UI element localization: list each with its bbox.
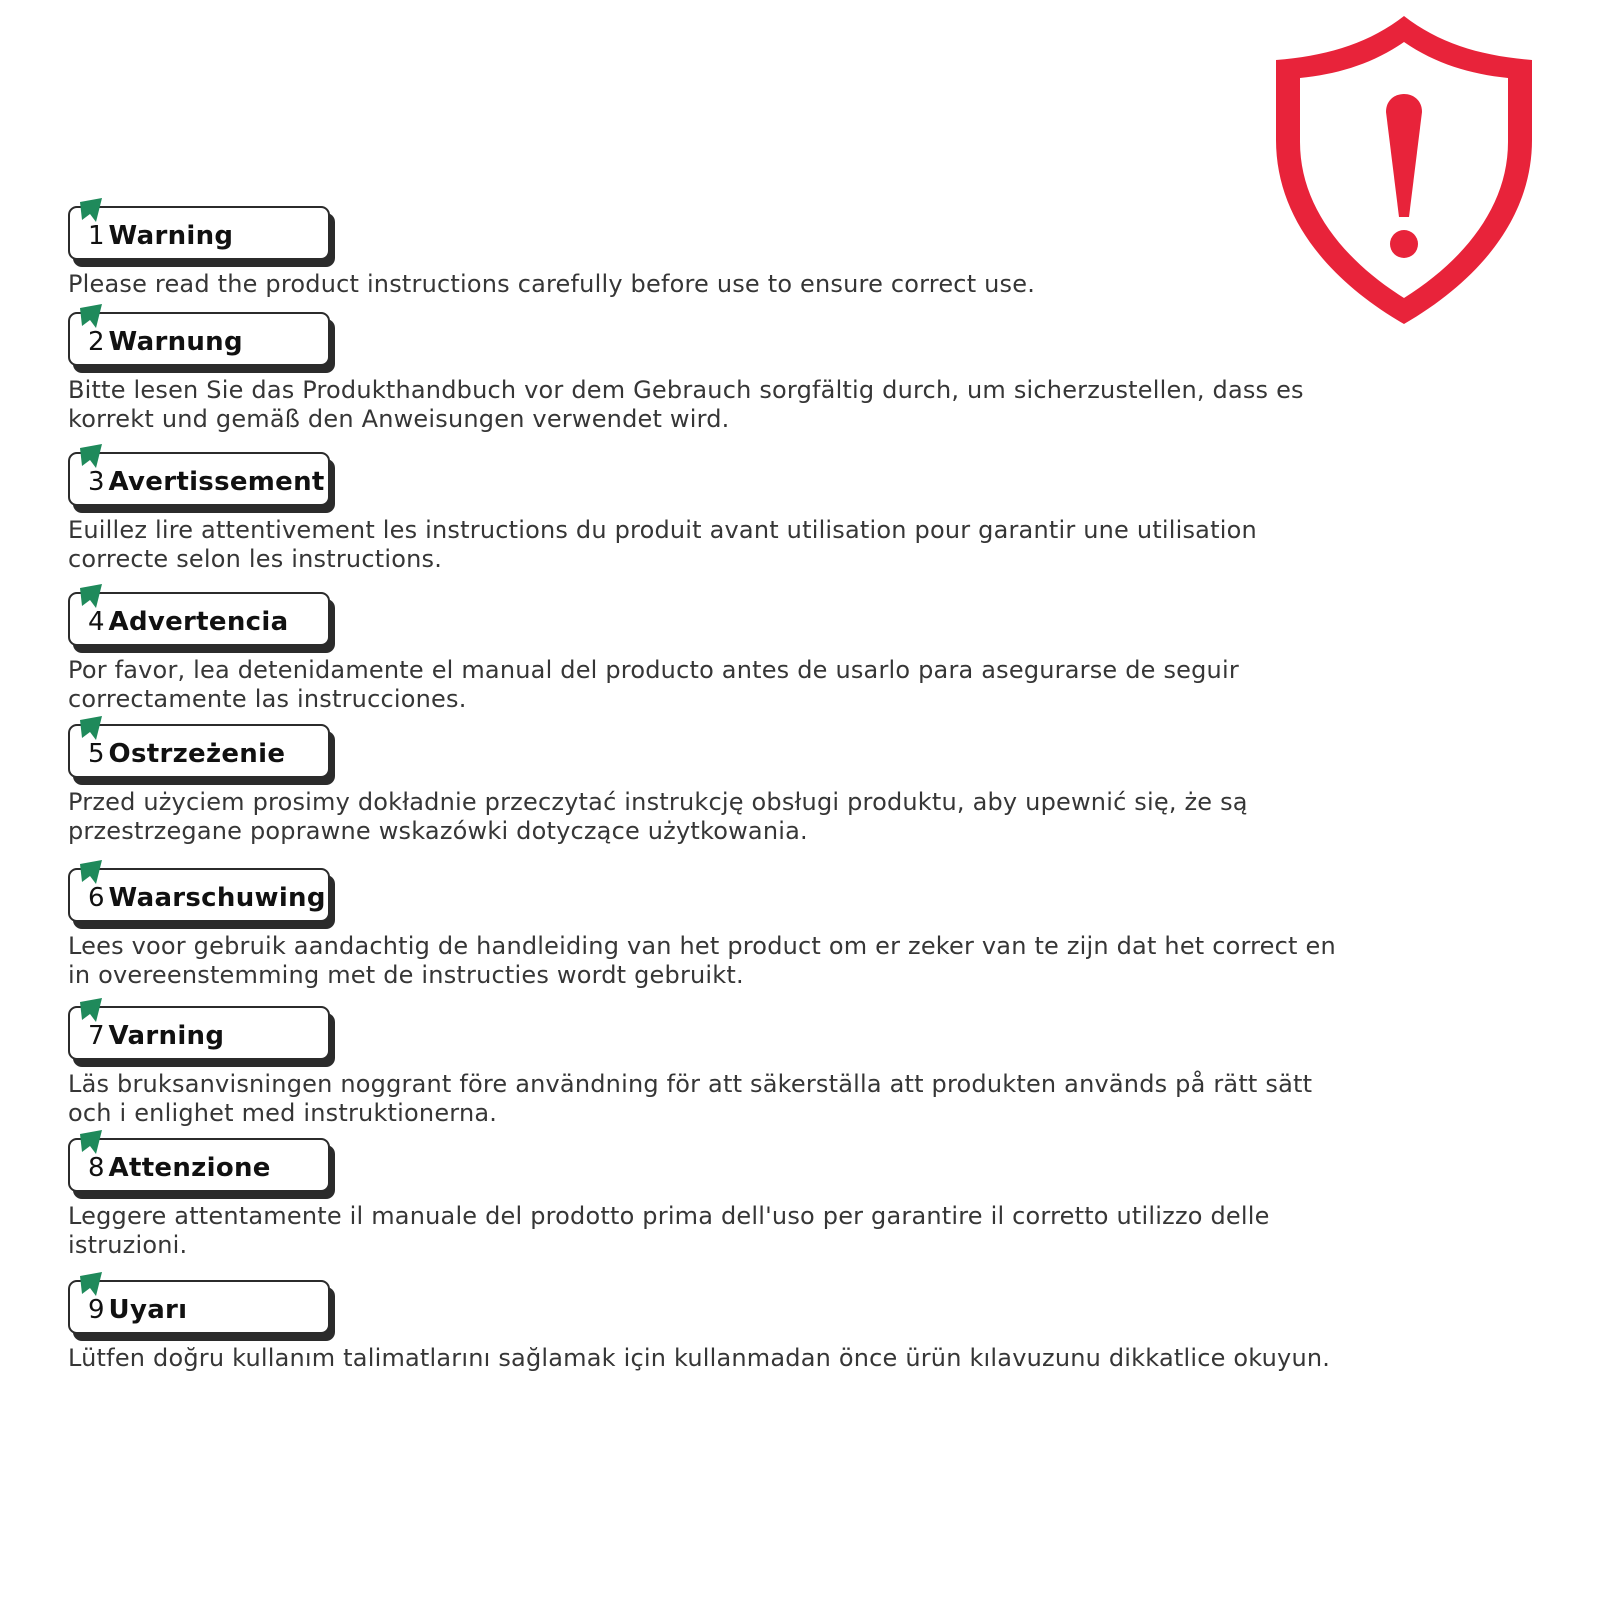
warning-number: 3 xyxy=(88,467,105,497)
warning-number: 2 xyxy=(88,327,105,357)
warning-title: Varning xyxy=(108,1021,225,1051)
warning-text: Euillez lire attentivement les instructions du produit avant utilisation pour garantir une utilisation correcte selon les instructions. xyxy=(68,516,1257,573)
warning-item xyxy=(68,206,1338,299)
warning-item xyxy=(68,1138,1338,1260)
warning-title: Avertissement xyxy=(108,467,325,497)
warning-number: 6 xyxy=(88,883,105,913)
warning-tag xyxy=(68,452,330,506)
bookmark-icon xyxy=(78,1130,104,1156)
warning-tag xyxy=(68,868,330,922)
warning-text: Przed użyciem prosimy dokładnie przeczytać instrukcję obsługi produktu, aby upewnić się, że są przestrzegane poprawne wskazówki dotyczące użytkowania. xyxy=(68,788,1248,845)
warning-tag xyxy=(68,724,330,778)
warning-tag xyxy=(68,312,330,366)
warning-text: Läs bruksanvisningen noggrant före användning för att säkerställa att produkten används på rätt sätt och i enlighet med instruktionerna. xyxy=(68,1070,1313,1127)
warning-tag xyxy=(68,1006,330,1060)
warning-text: Lütfen doğru kullanım talimatlarını sağlamak için kullanmadan önce ürün kılavuzunu dikkatlice okuyun. xyxy=(68,1344,1331,1372)
warning-tag xyxy=(68,1138,330,1192)
warning-item xyxy=(68,592,1338,714)
warning-title: Warning xyxy=(108,221,234,251)
warning-text: Por favor, lea detenidamente el manual del producto antes de usarlo para asegurarse de seguir correctamente las instrucciones. xyxy=(68,656,1239,713)
warning-text: Bitte lesen Sie das Produkthandbuch vor dem Gebrauch sorgfältig durch, um sicherzustellen, dass es korrekt und gemäß den Anweisungen verwendet wird. xyxy=(68,376,1304,433)
warning-tag xyxy=(68,1280,330,1334)
warning-number: 8 xyxy=(88,1153,105,1183)
warning-item xyxy=(68,452,1338,574)
warning-title: Uyarı xyxy=(108,1295,188,1325)
bookmark-icon xyxy=(78,716,104,742)
warning-number: 7 xyxy=(88,1021,105,1051)
bookmark-icon xyxy=(78,860,104,886)
bookmark-icon xyxy=(78,444,104,470)
warning-text: Leggere attentamente il manuale del prodotto prima dell'uso per garantire il corretto utilizzo delle istruzioni. xyxy=(68,1202,1270,1259)
warning-number: 5 xyxy=(88,739,105,769)
warning-title: Warnung xyxy=(108,327,243,357)
warning-text: Please read the product instructions carefully before use to ensure correct use. xyxy=(68,270,1036,298)
warning-text: Lees voor gebruik aandachtig de handleiding van het product om er zeker van te zijn dat het correct en in overeenstemming met de instructies wordt gebruikt. xyxy=(68,932,1336,989)
warning-tag xyxy=(68,206,330,260)
warning-item xyxy=(68,724,1338,846)
warning-title: Attenzione xyxy=(108,1153,271,1183)
warning-item xyxy=(68,868,1338,990)
warning-tag xyxy=(68,592,330,646)
warning-item xyxy=(68,1006,1338,1128)
bookmark-icon xyxy=(78,1272,104,1298)
warning-number: 9 xyxy=(88,1295,105,1325)
warning-title: Ostrzeżenie xyxy=(108,739,286,769)
bookmark-icon xyxy=(78,998,104,1024)
warning-number: 4 xyxy=(88,607,105,637)
warning-title: Advertencia xyxy=(108,607,289,637)
bookmark-icon xyxy=(78,198,104,224)
warning-number: 1 xyxy=(88,221,105,251)
warning-item xyxy=(68,312,1338,434)
warning-title: Waarschuwing xyxy=(108,883,326,913)
bookmark-icon xyxy=(78,584,104,610)
bookmark-icon xyxy=(78,304,104,330)
warning-item xyxy=(68,1280,1338,1373)
